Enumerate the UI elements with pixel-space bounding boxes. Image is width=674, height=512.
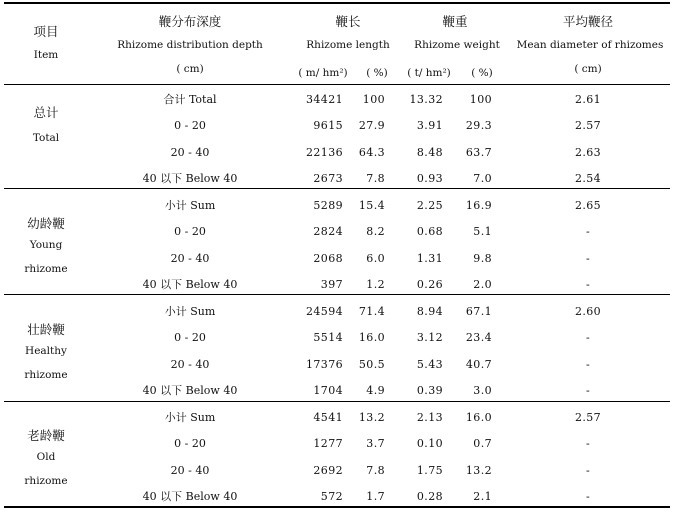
length-cell: 572 — [320, 490, 343, 503]
weight-pct-cell: 0.7 — [473, 437, 492, 450]
length-pct-cell: 3.7 — [366, 437, 385, 450]
diameter-cell: - — [585, 490, 591, 503]
weight-cell: 1.75 — [416, 464, 443, 477]
header-length-pct: ( %) — [366, 67, 388, 79]
depth-cell: 40 以下 Below 40 — [142, 172, 238, 185]
length-pct-cell: 1.2 — [366, 278, 385, 291]
header-weight-zh: 鞭重 — [442, 14, 468, 29]
length-cell: 2673 — [313, 172, 343, 185]
weight-cell: 2.13 — [416, 411, 443, 424]
weight-pct-cell: 29.3 — [465, 119, 492, 132]
length-pct-cell: 13.2 — [358, 411, 385, 424]
diameter-cell: - — [585, 358, 591, 371]
weight-cell: 13.32 — [409, 93, 443, 106]
depth-cell: 20 - 40 — [170, 252, 210, 265]
length-pct-cell: 8.2 — [366, 225, 385, 238]
weight-pct-cell: 13.2 — [465, 464, 492, 477]
weight-cell: 0.26 — [416, 278, 443, 291]
weight-cell: 0.39 — [416, 384, 443, 397]
length-cell: 2824 — [313, 225, 343, 238]
group-divider-3 — [4, 401, 670, 402]
length-cell: 24594 — [306, 305, 343, 318]
weight-pct-cell: 16.0 — [465, 411, 492, 424]
weight-pct-cell: 67.1 — [465, 305, 492, 318]
diameter-cell: - — [585, 384, 591, 397]
depth-cell: 20 - 40 — [170, 464, 210, 477]
group-label-en: Old — [36, 451, 56, 464]
group-label-en-2: rhizome — [24, 263, 68, 276]
header-weight-pct: ( %) — [471, 67, 493, 79]
length-cell: 22136 — [306, 146, 343, 159]
weight-pct-cell: 2.0 — [473, 278, 492, 291]
group-label-en: Healthy — [25, 345, 67, 358]
length-pct-cell: 7.8 — [366, 172, 385, 185]
group-label-en-2: rhizome — [24, 475, 68, 488]
header-length-en: Rhizome length — [306, 39, 390, 51]
diameter-cell: - — [585, 252, 591, 265]
diameter-cell: - — [585, 437, 591, 450]
length-pct-cell: 1.7 — [366, 490, 385, 503]
group-label-zh: 总计 — [33, 105, 59, 121]
group-label-en: Young — [29, 239, 63, 252]
weight-pct-cell: 100 — [469, 93, 492, 106]
header-item-en: Item — [33, 49, 59, 61]
depth-cell: 0 - 20 — [174, 331, 206, 344]
weight-pct-cell: 7.0 — [473, 172, 492, 185]
weight-cell: 1.31 — [416, 252, 443, 265]
length-pct-cell: 50.5 — [358, 358, 385, 371]
header-depth-en: Rhizome distribution depth — [117, 39, 263, 51]
header-depth-unit: ( cm) — [176, 63, 204, 75]
length-cell: 2692 — [313, 464, 343, 477]
depth-cell: 0 - 20 — [174, 225, 206, 238]
diameter-cell: 2.63 — [574, 146, 602, 159]
length-pct-cell: 4.9 — [366, 384, 385, 397]
weight-cell: 3.91 — [416, 119, 443, 132]
weight-pct-cell: 3.0 — [473, 384, 492, 397]
group-divider-1 — [4, 188, 670, 189]
header-item-zh: 项目 — [33, 24, 59, 39]
length-cell: 397 — [320, 278, 343, 291]
length-pct-cell: 71.4 — [358, 305, 385, 318]
weight-cell: 8.48 — [416, 146, 443, 159]
diameter-cell: - — [585, 464, 591, 477]
header-length-unit: ( m/ hm²) — [298, 67, 348, 79]
diameter-cell: 2.57 — [574, 411, 602, 424]
depth-cell: 20 - 40 — [170, 358, 210, 371]
header-length-zh: 鞭长 — [335, 14, 361, 29]
group-label-zh: 老龄鞭 — [27, 428, 65, 444]
weight-cell: 0.28 — [416, 490, 443, 503]
group-label-zh: 幼龄鞭 — [27, 216, 65, 232]
diameter-cell: 2.61 — [574, 93, 602, 106]
diameter-cell: 2.54 — [574, 172, 602, 185]
weight-pct-cell: 5.1 — [473, 225, 492, 238]
depth-cell: 小计 Sum — [164, 199, 216, 212]
weight-cell: 0.68 — [416, 225, 443, 238]
group-label-zh: 壮龄鞭 — [27, 322, 65, 338]
length-cell: 9615 — [313, 119, 343, 132]
depth-cell: 40 以下 Below 40 — [142, 490, 238, 503]
length-pct-cell: 64.3 — [358, 146, 385, 159]
length-cell: 5289 — [313, 199, 343, 212]
length-pct-cell: 15.4 — [358, 199, 385, 212]
depth-cell: 20 - 40 — [170, 146, 210, 159]
weight-pct-cell: 16.9 — [465, 199, 492, 212]
header-weight-unit: ( t/ hm²) — [407, 67, 451, 79]
table-top-rule — [4, 2, 670, 4]
diameter-cell: 2.57 — [574, 119, 602, 132]
depth-cell: 小计 Sum — [164, 305, 216, 318]
header-diameter-unit: ( cm) — [574, 63, 602, 75]
length-pct-cell: 16.0 — [358, 331, 385, 344]
weight-pct-cell: 2.1 — [473, 490, 492, 503]
weight-cell: 0.10 — [416, 437, 443, 450]
diameter-cell: 2.65 — [574, 199, 602, 212]
length-cell: 5514 — [313, 331, 343, 344]
header-diameter-en: Mean diameter of rhizomes — [516, 39, 664, 51]
depth-cell: 0 - 20 — [174, 119, 206, 132]
length-cell: 2068 — [313, 252, 343, 265]
group-divider-2 — [4, 294, 670, 295]
weight-pct-cell: 63.7 — [465, 146, 492, 159]
diameter-cell: 2.60 — [574, 305, 602, 318]
depth-cell: 0 - 20 — [174, 437, 206, 450]
depth-cell: 合计 Total — [163, 93, 217, 106]
header-weight-en: Rhizome weight — [414, 39, 500, 51]
length-pct-cell: 7.8 — [366, 464, 385, 477]
diameter-cell: - — [585, 225, 591, 238]
length-pct-cell: 27.9 — [358, 119, 385, 132]
weight-pct-cell: 9.8 — [473, 252, 492, 265]
weight-cell: 5.43 — [416, 358, 443, 371]
header-depth-zh: 鞭分布深度 — [158, 14, 222, 29]
length-cell: 1704 — [313, 384, 343, 397]
group-label-en-2: rhizome — [24, 369, 68, 382]
header-diameter-zh: 平均鞭径 — [562, 14, 614, 29]
header-bottom-rule — [4, 84, 670, 85]
diameter-cell: - — [585, 331, 591, 344]
length-cell: 34421 — [306, 93, 343, 106]
length-cell: 17376 — [306, 358, 343, 371]
table-bottom-rule — [4, 506, 670, 508]
depth-cell: 小计 Sum — [164, 411, 216, 424]
weight-cell: 2.25 — [416, 199, 443, 212]
weight-cell: 8.94 — [416, 305, 443, 318]
weight-pct-cell: 23.4 — [465, 331, 492, 344]
length-cell: 1277 — [313, 437, 343, 450]
weight-cell: 3.12 — [416, 331, 443, 344]
length-pct-cell: 6.0 — [366, 252, 385, 265]
length-cell: 4541 — [313, 411, 343, 424]
group-label-en: Total — [32, 132, 60, 145]
depth-cell: 40 以下 Below 40 — [142, 384, 238, 397]
length-pct-cell: 100 — [362, 93, 385, 106]
diameter-cell: - — [585, 278, 591, 291]
weight-pct-cell: 40.7 — [465, 358, 492, 371]
depth-cell: 40 以下 Below 40 — [142, 278, 238, 291]
weight-cell: 0.93 — [416, 172, 443, 185]
